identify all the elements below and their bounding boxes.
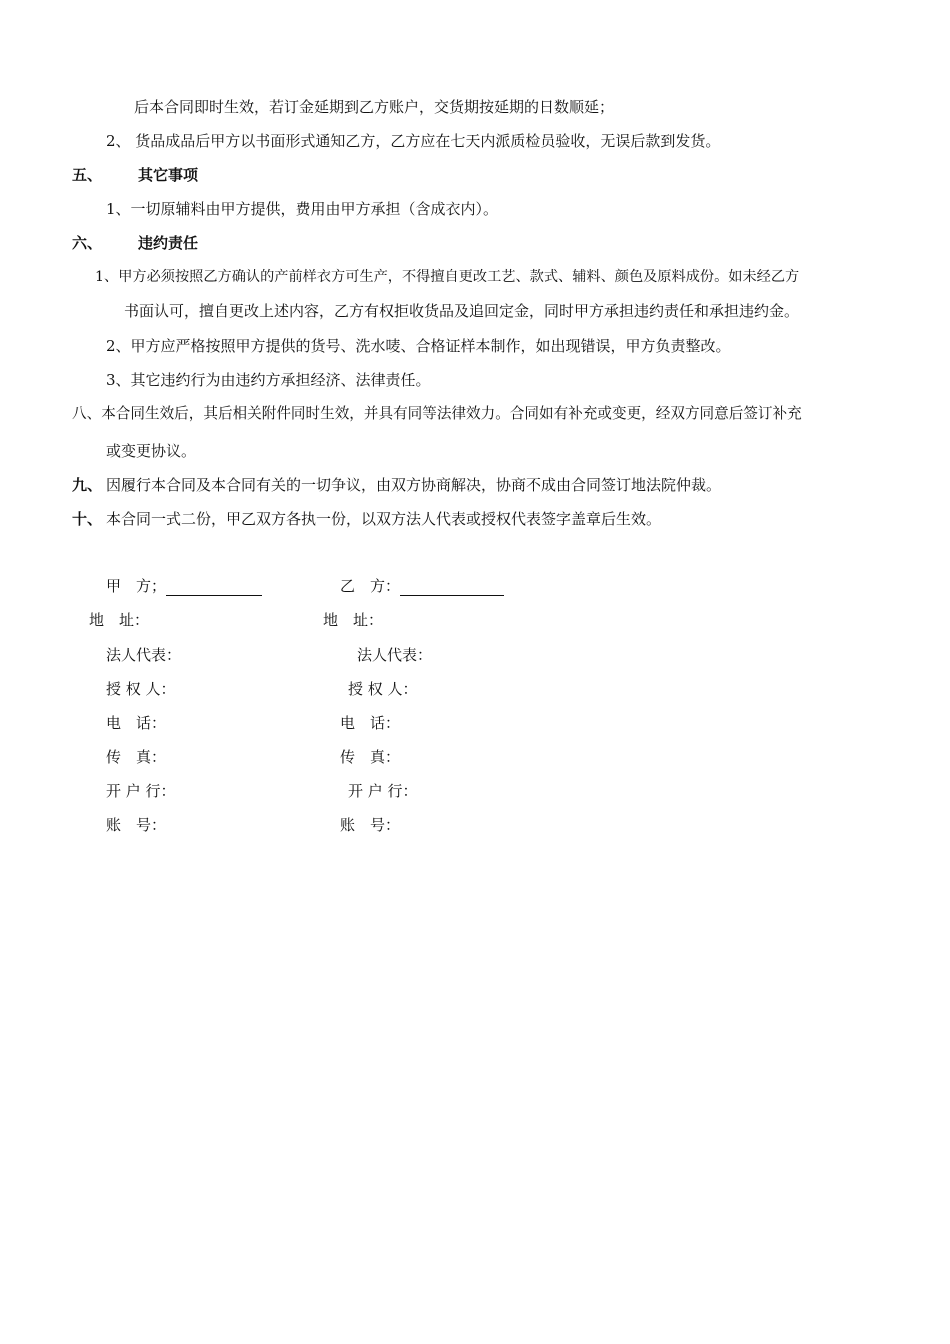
party-a-label: 甲 方； (106, 577, 167, 595)
clause-line-10: 因履行本合同及本合同有关的一切争议，由双方协商解决，协商不成由合同签订地法院仲裁。 (106, 476, 722, 494)
clause-line-4: 1、甲方必须按照乙方确认的产前样衣方可生产，不得擅自更改工艺、款式、辅料、颜色及原料成份。如未经乙方 (95, 269, 800, 285)
section-5-title: 其它事项 (138, 166, 199, 184)
party-b-label-row (340, 576, 504, 596)
party-a-phone-label: 电 话： (106, 714, 167, 732)
party-b-address-label: 地 址： (323, 611, 384, 629)
party-b-label: 乙 方： (340, 577, 401, 595)
section-9-number: 九、 (72, 476, 103, 494)
clause-line-7: 3、其它违约行为由违约方承担经济、法律责任。 (106, 371, 431, 389)
clause-line-11: 本合同一式二份，甲乙双方各执一份，以双方法人代表或授权代表签字盖章后生效。 (106, 510, 662, 528)
party-b-fax-label: 传 真： (340, 748, 401, 766)
clause-line-8: 八、本合同生效后，其后相关附件同时生效，并具有同等法律效力。合同如有补充或变更，经双方同意后签订补充 (72, 405, 802, 422)
party-a-legal-rep-label: 法人代表： (106, 646, 182, 664)
party-b-authorized-label: 授 权 人： (348, 680, 418, 698)
party-b-account-label: 账 号： (340, 816, 401, 834)
party-b-phone-label: 电 话： (340, 714, 401, 732)
section-6-number: 六、 (72, 234, 103, 252)
clause-line-1: 后本合同即时生效，若订金延期到乙方账户，交货期按延期的日数顺延； (134, 98, 615, 116)
clause-line-9: 或变更协议。 (106, 442, 197, 460)
party-b-legal-rep-label: 法人代表： (357, 646, 433, 664)
clause-line-3: 1、一切原辅料由甲方提供，费用由甲方承担（含成衣内）。 (106, 200, 499, 218)
clause-line-6: 2、甲方应严格按照甲方提供的货号、洗水唛、合格证样本制作，如出现错误，甲方负责整改。 (106, 337, 731, 355)
party-a-bank-label: 开 户 行： (106, 782, 176, 800)
section-5-number: 五、 (72, 166, 103, 184)
section-6-title: 违约责任 (138, 234, 199, 252)
clause-line-5: 书面认可，擅自更改上述内容，乙方有权拒收货品及追回定金，同时甲方承担违约责任和承担违约金。 (124, 302, 800, 320)
party-a-account-label: 账 号： (106, 816, 167, 834)
section-10-number: 十、 (72, 510, 103, 528)
party-a-authorized-label: 授 权 人： (106, 680, 176, 698)
party-a-fax-label: 传 真： (106, 748, 167, 766)
party-a-label-row (106, 576, 262, 596)
party-b-signature-line (400, 579, 504, 596)
party-a-signature-line (166, 579, 262, 596)
party-a-address-label: 地 址： (89, 611, 150, 629)
party-b-bank-label: 开 户 行： (348, 782, 418, 800)
clause-line-2: 2、 货品成品后甲方以书面形式通知乙方，乙方应在七天内派质检员验收，无误后款到发货。 (106, 132, 721, 150)
